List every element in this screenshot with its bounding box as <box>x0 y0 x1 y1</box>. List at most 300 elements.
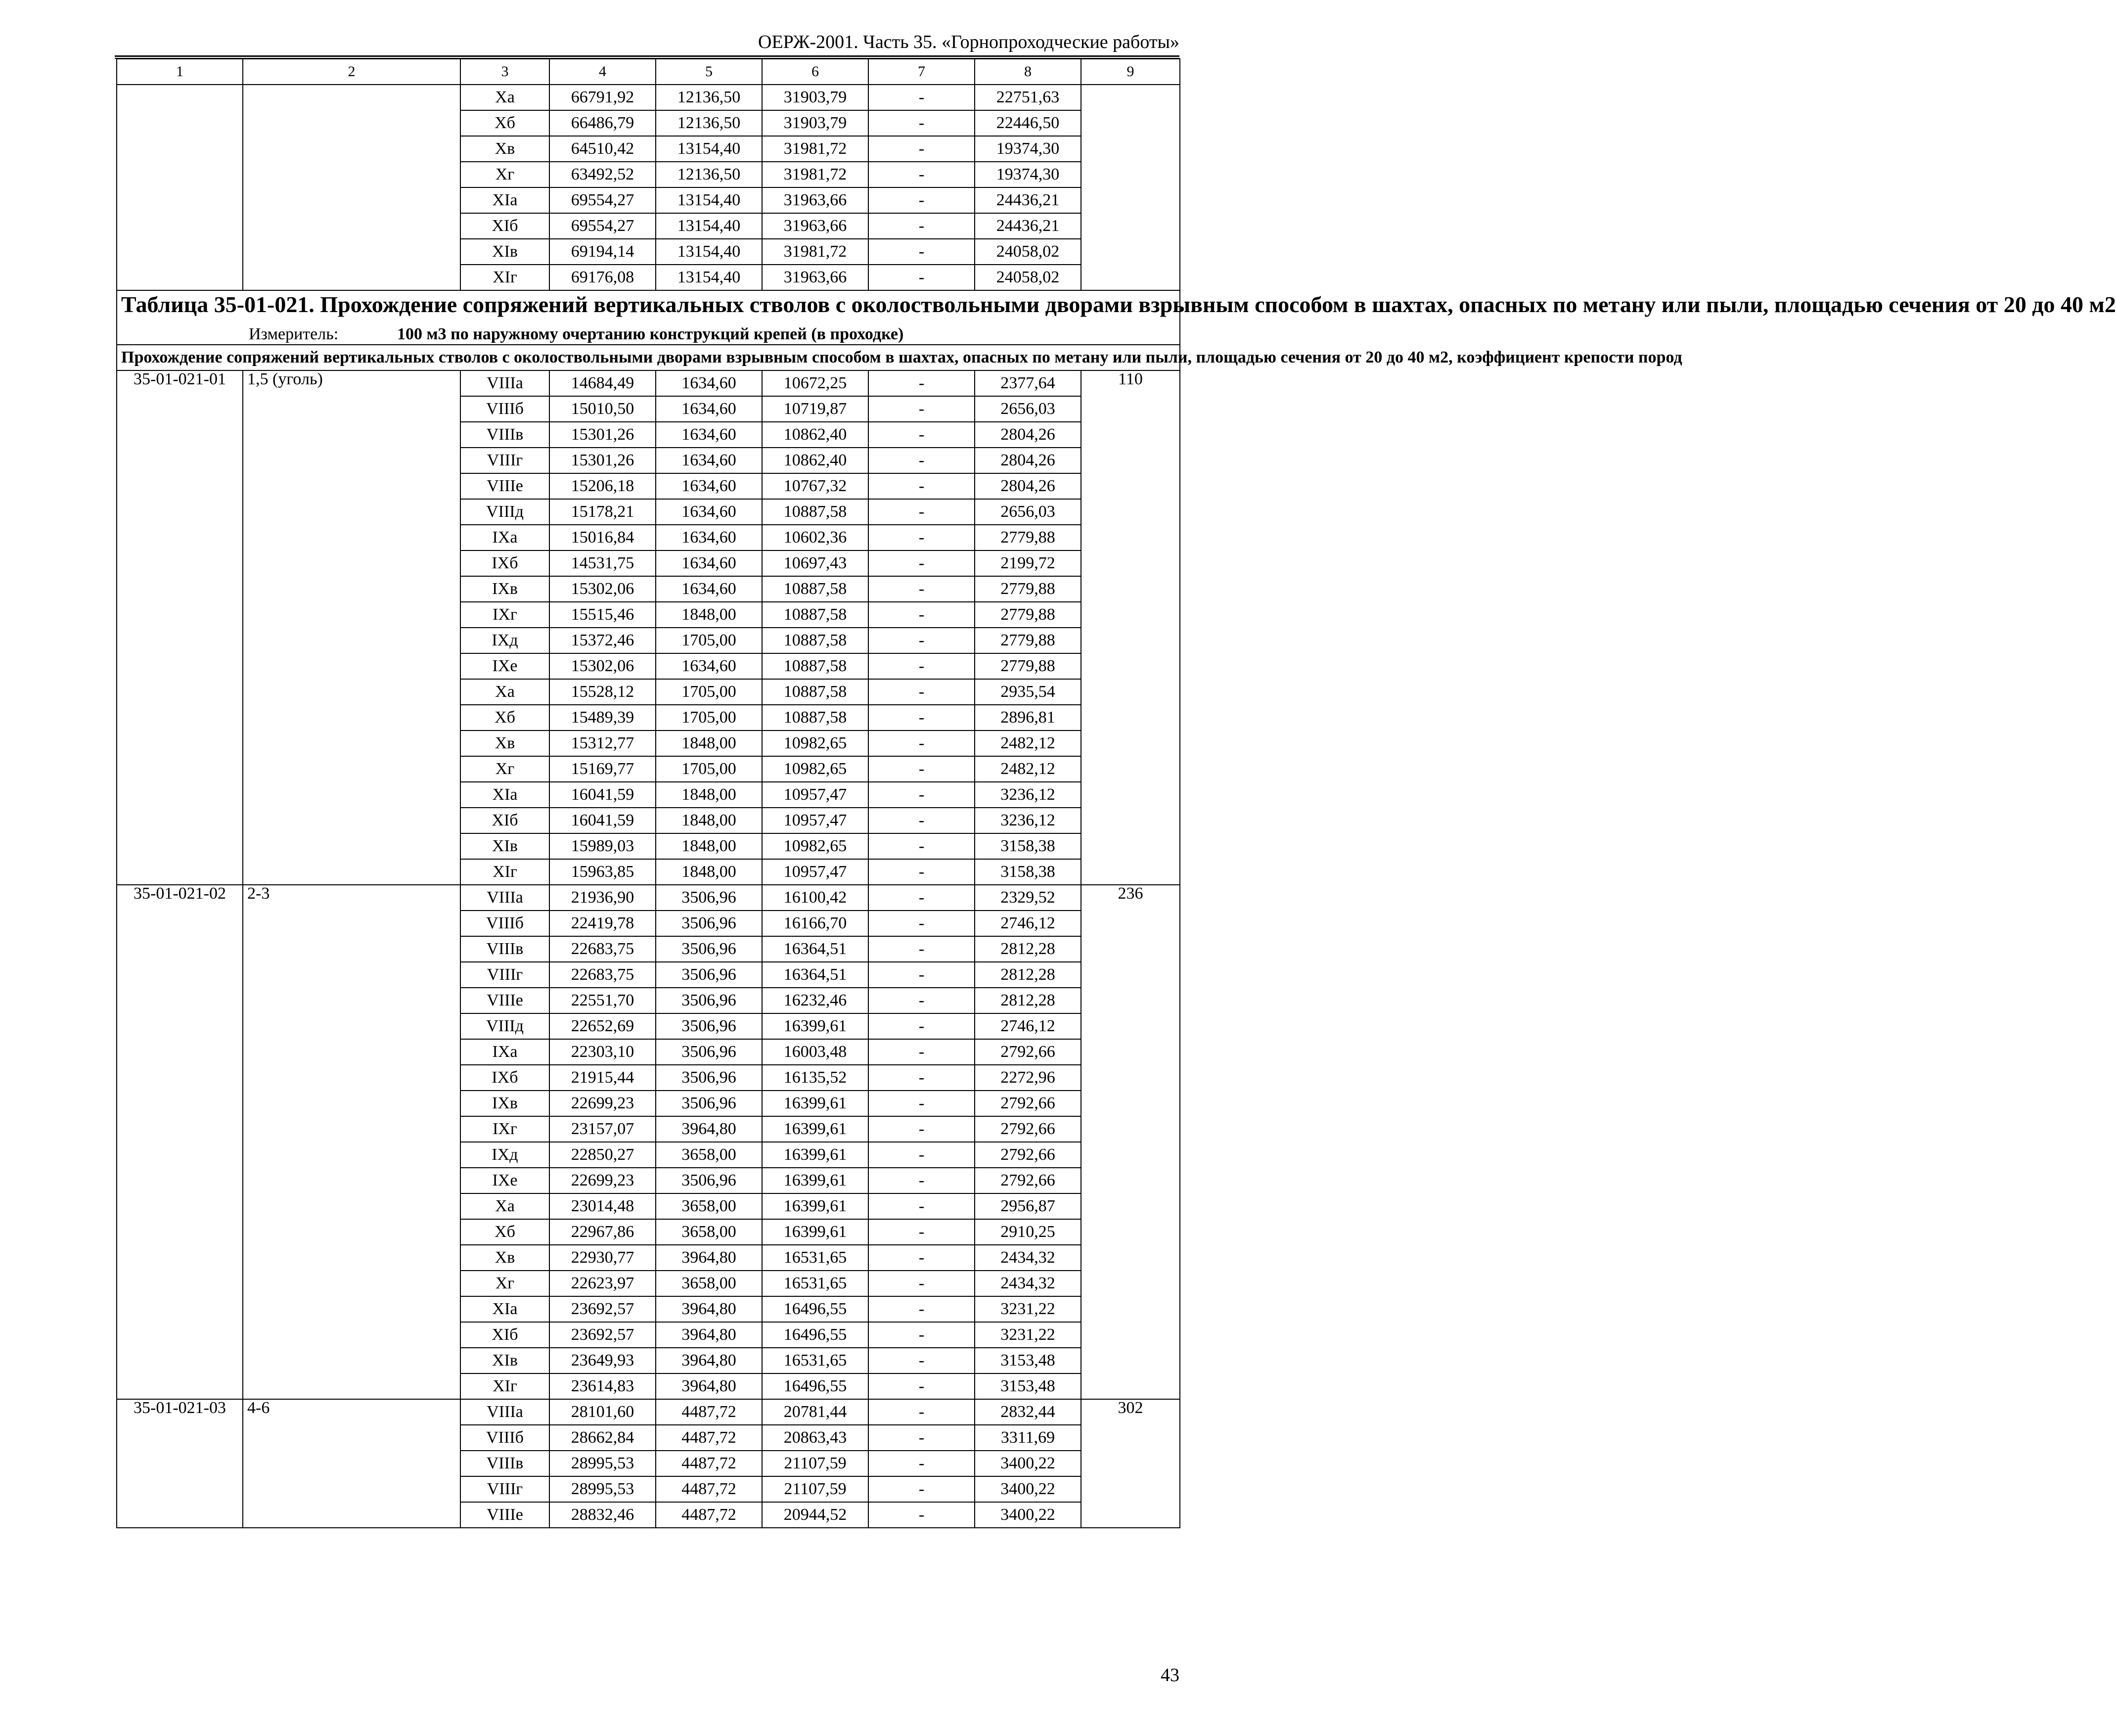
table-row <box>117 885 1180 911</box>
rate-code: 35-01-021-01 <box>117 370 243 885</box>
machinists-wages-cell: - <box>868 213 975 239</box>
materials-cell: 2832,44 <box>975 1399 1081 1425</box>
materials-cell: 2482,12 <box>975 756 1081 782</box>
section-code-cell: IXе <box>460 1168 549 1193</box>
section-code-cell: IXa <box>460 525 549 550</box>
wages-cell: 1848,00 <box>656 782 762 808</box>
wages-cell: 3506,96 <box>656 885 762 911</box>
materials-cell: 22446,50 <box>975 110 1081 136</box>
section-code-cell: VIIIa <box>460 1399 549 1425</box>
materials-cell: 2272,96 <box>975 1065 1081 1091</box>
norms-table <box>116 58 2116 1528</box>
total-cost-cell: 15989,03 <box>549 833 656 859</box>
materials-cell: 24058,02 <box>975 265 1081 290</box>
materials-cell: 2656,03 <box>975 396 1081 422</box>
machinists-wages-cell: - <box>868 136 975 162</box>
materials-cell: 19374,30 <box>975 162 1081 187</box>
wages-cell: 12136,50 <box>656 110 762 136</box>
machines-cell: 16364,51 <box>762 936 868 962</box>
machinists-wages-cell: - <box>868 602 975 628</box>
materials-cell: 3236,12 <box>975 782 1081 808</box>
wages-cell: 13154,40 <box>656 265 762 290</box>
column-number-4: 4 <box>549 59 656 85</box>
materials-cell: 3231,22 <box>975 1296 1081 1322</box>
wages-cell: 13154,40 <box>656 187 762 213</box>
total-cost-cell: 22551,70 <box>549 988 656 1013</box>
materials-cell: 2199,72 <box>975 550 1081 576</box>
materials-cell: 2656,03 <box>975 499 1081 525</box>
total-cost-cell: 28995,53 <box>549 1476 656 1502</box>
wages-cell: 3506,96 <box>656 1168 762 1193</box>
section-code-cell: XIa <box>460 187 549 213</box>
machines-cell: 16399,61 <box>762 1142 868 1168</box>
wages-cell: 1634,60 <box>656 396 762 422</box>
materials-cell: 2792,66 <box>975 1168 1081 1193</box>
meter-line <box>249 324 1175 344</box>
wages-cell: 1634,60 <box>656 499 762 525</box>
total-cost-cell: 66791,92 <box>549 85 656 110</box>
materials-cell: 3153,48 <box>975 1373 1081 1399</box>
materials-cell: 2792,66 <box>975 1142 1081 1168</box>
materials-cell: 3153,48 <box>975 1348 1081 1373</box>
wages-cell: 4487,72 <box>656 1425 762 1451</box>
total-cost-cell: 15372,46 <box>549 628 656 653</box>
total-cost-cell: 23014,48 <box>549 1193 656 1219</box>
intro-text: Прохождение сопряжений вертикальных стволов с околоствольными дворами взрывным способом в шахтах, опасных по метану или пыли, площадью сечения от 20 до 40 м2, коэффициент крепости пород <box>121 348 1682 366</box>
machines-cell: 16364,51 <box>762 962 868 988</box>
section-code-cell: IXб <box>460 550 549 576</box>
section-code-cell: IXд <box>460 628 549 653</box>
machines-cell: 16496,55 <box>762 1373 868 1399</box>
meter-value: 100 м3 по наружному очертанию конструкций крепей (в проходке) <box>397 325 904 343</box>
intro-row <box>117 345 1180 370</box>
machines-cell: 16166,70 <box>762 911 868 936</box>
machines-cell: 16100,42 <box>762 885 868 911</box>
wages-cell: 3964,80 <box>656 1245 762 1271</box>
materials-cell: 2812,28 <box>975 962 1081 988</box>
section-code-cell: XIб <box>460 1322 549 1348</box>
total-cost-cell: 28101,60 <box>549 1399 656 1425</box>
table-row <box>117 1399 1180 1425</box>
materials-cell: 3158,38 <box>975 833 1081 859</box>
materials-cell: 3236,12 <box>975 808 1081 833</box>
materials-cell: 24436,21 <box>975 213 1081 239</box>
wages-cell: 3658,00 <box>656 1142 762 1168</box>
column-number-9: 9 <box>1081 59 1180 85</box>
wages-cell: 3658,00 <box>656 1193 762 1219</box>
table-title-cell <box>117 290 2116 345</box>
table-title: Таблица 35-01-021. Прохождение сопряжений вертикальных стволов с околоствольными дворами взрывным способом в шахтах, опасных по метану или пыли, площадью сечения от 20 до 40 м2 <box>121 292 2116 317</box>
wages-cell: 3964,80 <box>656 1296 762 1322</box>
machinists-wages-cell: - <box>868 1013 975 1039</box>
section-code-cell: Xг <box>460 162 549 187</box>
section-code-cell: VIIIa <box>460 370 549 396</box>
machines-cell: 20781,44 <box>762 1399 868 1425</box>
section-code-cell: VIIIб <box>460 911 549 936</box>
machines-cell: 10887,58 <box>762 602 868 628</box>
total-cost-cell: 28995,53 <box>549 1451 656 1476</box>
wages-cell: 1634,60 <box>656 448 762 473</box>
wages-cell: 1634,60 <box>656 576 762 602</box>
wages-cell: 4487,72 <box>656 1399 762 1425</box>
machines-cell: 10887,58 <box>762 653 868 679</box>
wages-cell: 3658,00 <box>656 1271 762 1296</box>
total-cost-cell: 15302,06 <box>549 653 656 679</box>
materials-cell: 2812,28 <box>975 988 1081 1013</box>
machines-cell: 16232,46 <box>762 988 868 1013</box>
column-number-row <box>117 59 1180 85</box>
header-rule <box>115 55 1179 57</box>
machines-cell: 21107,59 <box>762 1451 868 1476</box>
total-cost-cell: 66486,79 <box>549 110 656 136</box>
section-code-cell: VIIIе <box>460 473 549 499</box>
section-code-cell: XIг <box>460 265 549 290</box>
wages-cell: 1705,00 <box>656 705 762 731</box>
materials-cell: 3400,22 <box>975 1476 1081 1502</box>
total-cost-cell: 22930,77 <box>549 1245 656 1271</box>
materials-cell: 19374,30 <box>975 136 1081 162</box>
machines-cell: 10887,58 <box>762 628 868 653</box>
machines-cell: 10957,47 <box>762 782 868 808</box>
materials-cell: 22751,63 <box>975 85 1081 110</box>
materials-cell: 2792,66 <box>975 1116 1081 1142</box>
rock-strength: 4-6 <box>243 1399 460 1528</box>
section-code-cell: Xa <box>460 679 549 705</box>
materials-cell: 2329,52 <box>975 885 1081 911</box>
machinists-wages-cell: - <box>868 1039 975 1065</box>
total-cost-cell: 63492,52 <box>549 162 656 187</box>
machinists-wages-cell: - <box>868 808 975 833</box>
materials-cell: 2434,32 <box>975 1245 1081 1271</box>
wages-cell: 1634,60 <box>656 525 762 550</box>
machinists-wages-cell: - <box>868 756 975 782</box>
machinists-wages-cell: - <box>868 525 975 550</box>
wages-cell: 1634,60 <box>656 370 762 396</box>
wages-cell: 3964,80 <box>656 1348 762 1373</box>
total-cost-cell: 16041,59 <box>549 782 656 808</box>
machinists-wages-cell: - <box>868 1399 975 1425</box>
machinists-wages-cell: - <box>868 1476 975 1502</box>
wages-cell: 4487,72 <box>656 1451 762 1476</box>
section-code-cell: Xв <box>460 1245 549 1271</box>
machines-cell: 16135,52 <box>762 1065 868 1091</box>
materials-cell: 2377,64 <box>975 370 1081 396</box>
wages-cell: 1848,00 <box>656 808 762 833</box>
machines-cell: 31981,72 <box>762 136 868 162</box>
section-code-cell: VIIIб <box>460 396 549 422</box>
page-header: ОЕРЖ-2001. Часть 35. «Горнопроходческие работы» <box>758 32 1179 52</box>
machines-cell: 10982,65 <box>762 833 868 859</box>
section-code-cell: XIг <box>460 859 549 885</box>
machinists-wages-cell: - <box>868 885 975 911</box>
wages-cell: 1634,60 <box>656 422 762 448</box>
wages-cell: 4487,72 <box>656 1476 762 1502</box>
machinists-wages-cell: - <box>868 85 975 110</box>
total-cost-cell: 69554,27 <box>549 187 656 213</box>
machines-cell: 31981,72 <box>762 239 868 265</box>
machinists-wages-cell: - <box>868 1373 975 1399</box>
machinists-wages-cell: - <box>868 1219 975 1245</box>
table-row <box>117 370 1180 396</box>
column-number-2: 2 <box>243 59 460 85</box>
section-code-cell: VIIIв <box>460 936 549 962</box>
machines-cell: 16496,55 <box>762 1322 868 1348</box>
materials-cell: 2746,12 <box>975 911 1081 936</box>
section-code-cell: XIa <box>460 1296 549 1322</box>
total-cost-cell: 21915,44 <box>549 1065 656 1091</box>
section-code-cell: IXг <box>460 602 549 628</box>
machinists-wages-cell: - <box>868 962 975 988</box>
section-code-cell: XIв <box>460 833 549 859</box>
machines-cell: 10672,25 <box>762 370 868 396</box>
wages-cell: 3506,96 <box>656 1065 762 1091</box>
machines-cell: 16399,61 <box>762 1091 868 1116</box>
materials-cell: 2779,88 <box>975 525 1081 550</box>
materials-cell: 2779,88 <box>975 576 1081 602</box>
materials-cell: 2779,88 <box>975 602 1081 628</box>
total-cost-cell: 15301,26 <box>549 448 656 473</box>
wages-cell: 3964,80 <box>656 1322 762 1348</box>
machinists-wages-cell: - <box>868 833 975 859</box>
machines-cell: 10957,47 <box>762 808 868 833</box>
section-code-cell: XIa <box>460 782 549 808</box>
wages-cell: 1848,00 <box>656 602 762 628</box>
machinists-wages-cell: - <box>868 1193 975 1219</box>
machinists-wages-cell: - <box>868 1296 975 1322</box>
machines-cell: 10982,65 <box>762 731 868 756</box>
section-code-cell: VIIIе <box>460 1502 549 1528</box>
machines-cell: 31903,79 <box>762 85 868 110</box>
section-code-cell: VIIIг <box>460 962 549 988</box>
machinists-wages-cell: - <box>868 499 975 525</box>
machines-cell: 10767,32 <box>762 473 868 499</box>
total-cost-cell: 15963,85 <box>549 859 656 885</box>
column-number-6: 6 <box>762 59 868 85</box>
machines-cell: 10887,58 <box>762 705 868 731</box>
machinists-wages-cell: - <box>868 1425 975 1451</box>
section-code-cell: XIб <box>460 213 549 239</box>
total-cost-cell: 15489,39 <box>549 705 656 731</box>
machinists-wages-cell: - <box>868 653 975 679</box>
total-cost-cell: 15178,21 <box>549 499 656 525</box>
section-code-cell: Xб <box>460 705 549 731</box>
materials-cell: 2804,26 <box>975 448 1081 473</box>
materials-cell: 2935,54 <box>975 679 1081 705</box>
machinists-wages-cell: - <box>868 265 975 290</box>
rate-code: 35-01-021-03 <box>117 1399 243 1528</box>
rock-strength: 1,5 (уголь) <box>243 370 460 885</box>
machines-cell: 16496,55 <box>762 1296 868 1322</box>
wages-cell: 1705,00 <box>656 756 762 782</box>
machinists-wages-cell: - <box>868 1348 975 1373</box>
materials-cell: 3311,69 <box>975 1425 1081 1451</box>
total-cost-cell: 69554,27 <box>549 213 656 239</box>
column-number-5: 5 <box>656 59 762 85</box>
machines-cell: 16003,48 <box>762 1039 868 1065</box>
wages-cell: 3506,96 <box>656 1039 762 1065</box>
total-cost-cell: 22683,75 <box>549 962 656 988</box>
machines-cell: 16399,61 <box>762 1219 868 1245</box>
page-number: 43 <box>1161 1665 1179 1686</box>
machinists-wages-cell: - <box>868 911 975 936</box>
name-cell-empty <box>243 85 460 290</box>
column-number-1: 1 <box>117 59 243 85</box>
machines-cell: 10887,58 <box>762 576 868 602</box>
wages-cell: 3506,96 <box>656 1091 762 1116</box>
wages-cell: 1634,60 <box>656 653 762 679</box>
materials-cell: 3400,22 <box>975 1451 1081 1476</box>
total-cost-cell: 22419,78 <box>549 911 656 936</box>
labor-cost: 302 <box>1081 1399 1180 1528</box>
materials-cell: 24436,21 <box>975 187 1081 213</box>
machines-cell: 10602,36 <box>762 525 868 550</box>
total-cost-cell: 22623,97 <box>549 1271 656 1296</box>
wages-cell: 3506,96 <box>656 962 762 988</box>
total-cost-cell: 14531,75 <box>549 550 656 576</box>
total-cost-cell: 22699,23 <box>549 1168 656 1193</box>
machinists-wages-cell: - <box>868 1091 975 1116</box>
section-code-cell: Xб <box>460 110 549 136</box>
wages-cell: 3658,00 <box>656 1219 762 1245</box>
machinists-wages-cell: - <box>868 1168 975 1193</box>
machinists-wages-cell: - <box>868 731 975 756</box>
wages-cell: 3964,80 <box>656 1116 762 1142</box>
machinists-wages-cell: - <box>868 448 975 473</box>
total-cost-cell: 15206,18 <box>549 473 656 499</box>
materials-cell: 2779,88 <box>975 628 1081 653</box>
machines-cell: 10862,40 <box>762 448 868 473</box>
materials-cell: 2896,81 <box>975 705 1081 731</box>
wages-cell: 1848,00 <box>656 833 762 859</box>
machinists-wages-cell: - <box>868 628 975 653</box>
table-row <box>117 85 1180 110</box>
materials-cell: 2482,12 <box>975 731 1081 756</box>
total-cost-cell: 21936,90 <box>549 885 656 911</box>
machinists-wages-cell: - <box>868 1502 975 1528</box>
machines-cell: 10862,40 <box>762 422 868 448</box>
materials-cell: 2779,88 <box>975 653 1081 679</box>
section-code-cell: VIIIг <box>460 448 549 473</box>
wages-cell: 13154,40 <box>656 136 762 162</box>
machinists-wages-cell: - <box>868 1065 975 1091</box>
machinists-wages-cell: - <box>868 988 975 1013</box>
section-code-cell: IXб <box>460 1065 549 1091</box>
total-cost-cell: 23614,83 <box>549 1373 656 1399</box>
total-cost-cell: 15312,77 <box>549 731 656 756</box>
section-code-cell: IXе <box>460 653 549 679</box>
section-code-cell: IXв <box>460 576 549 602</box>
machinists-wages-cell: - <box>868 859 975 885</box>
section-code-cell: IXa <box>460 1039 549 1065</box>
section-code-cell: Xв <box>460 731 549 756</box>
wages-cell: 4487,72 <box>656 1502 762 1528</box>
wages-cell: 3506,96 <box>656 1013 762 1039</box>
total-cost-cell: 23692,57 <box>549 1296 656 1322</box>
section-code-cell: XIб <box>460 808 549 833</box>
wages-cell: 1634,60 <box>656 550 762 576</box>
wages-cell: 3506,96 <box>656 911 762 936</box>
labor-cost: 236 <box>1081 885 1180 1399</box>
materials-cell: 2746,12 <box>975 1013 1081 1039</box>
section-code-cell: VIIIг <box>460 1476 549 1502</box>
machines-cell: 31963,66 <box>762 187 868 213</box>
total-cost-cell: 15010,50 <box>549 396 656 422</box>
section-code-cell: IXв <box>460 1091 549 1116</box>
section-code-cell: VIIIб <box>460 1425 549 1451</box>
machines-cell: 31903,79 <box>762 110 868 136</box>
machines-cell: 10957,47 <box>762 859 868 885</box>
materials-cell: 24058,02 <box>975 239 1081 265</box>
section-code-cell: Xг <box>460 1271 549 1296</box>
section-code-cell: XIв <box>460 239 549 265</box>
machines-cell: 16531,65 <box>762 1271 868 1296</box>
wages-cell: 13154,40 <box>656 213 762 239</box>
column-number-3: 3 <box>460 59 549 85</box>
labor-cost: 110 <box>1081 370 1180 885</box>
materials-cell: 3231,22 <box>975 1322 1081 1348</box>
wages-cell: 1848,00 <box>656 731 762 756</box>
machines-cell: 16531,65 <box>762 1245 868 1271</box>
machinists-wages-cell: - <box>868 110 975 136</box>
total-cost-cell: 23157,07 <box>549 1116 656 1142</box>
total-cost-cell: 15515,46 <box>549 602 656 628</box>
total-cost-cell: 14684,49 <box>549 370 656 396</box>
wages-cell: 1705,00 <box>656 679 762 705</box>
machinists-wages-cell: - <box>868 705 975 731</box>
machinists-wages-cell: - <box>868 1451 975 1476</box>
wages-cell: 3964,80 <box>656 1373 762 1399</box>
machinists-wages-cell: - <box>868 550 975 576</box>
column-number-7: 7 <box>868 59 975 85</box>
wages-cell: 12136,50 <box>656 162 762 187</box>
total-cost-cell: 15528,12 <box>549 679 656 705</box>
wages-cell: 1848,00 <box>656 859 762 885</box>
total-cost-cell: 22699,23 <box>549 1091 656 1116</box>
machinists-wages-cell: - <box>868 1142 975 1168</box>
table-body <box>117 59 2116 1528</box>
machinists-wages-cell: - <box>868 576 975 602</box>
section-code-cell: Xг <box>460 756 549 782</box>
materials-cell: 2792,66 <box>975 1039 1081 1065</box>
materials-cell: 2910,25 <box>975 1219 1081 1245</box>
total-cost-cell: 23649,93 <box>549 1348 656 1373</box>
total-cost-cell: 22967,86 <box>549 1219 656 1245</box>
total-cost-cell: 16041,59 <box>549 808 656 833</box>
rock-strength: 2-3 <box>243 885 460 1399</box>
wages-cell: 3506,96 <box>656 936 762 962</box>
section-code-cell: VIIIa <box>460 885 549 911</box>
materials-cell: 2804,26 <box>975 473 1081 499</box>
section-code-cell: XIв <box>460 1348 549 1373</box>
total-cost-cell: 15169,77 <box>549 756 656 782</box>
meter-label: Измеритель: <box>249 325 339 343</box>
machinists-wages-cell: - <box>868 1271 975 1296</box>
machines-cell: 10982,65 <box>762 756 868 782</box>
code-cell-empty <box>117 85 243 290</box>
machines-cell: 20863,43 <box>762 1425 868 1451</box>
materials-cell: 2792,66 <box>975 1091 1081 1116</box>
total-cost-cell: 15301,26 <box>549 422 656 448</box>
machines-cell: 16531,65 <box>762 1348 868 1373</box>
machines-cell: 16399,61 <box>762 1193 868 1219</box>
section-code-cell: XIг <box>460 1373 549 1399</box>
machinists-wages-cell: - <box>868 370 975 396</box>
materials-cell: 2956,87 <box>975 1193 1081 1219</box>
total-cost-cell: 23692,57 <box>549 1322 656 1348</box>
total-cost-cell: 69176,08 <box>549 265 656 290</box>
total-cost-cell: 22652,69 <box>549 1013 656 1039</box>
materials-cell: 2434,32 <box>975 1271 1081 1296</box>
